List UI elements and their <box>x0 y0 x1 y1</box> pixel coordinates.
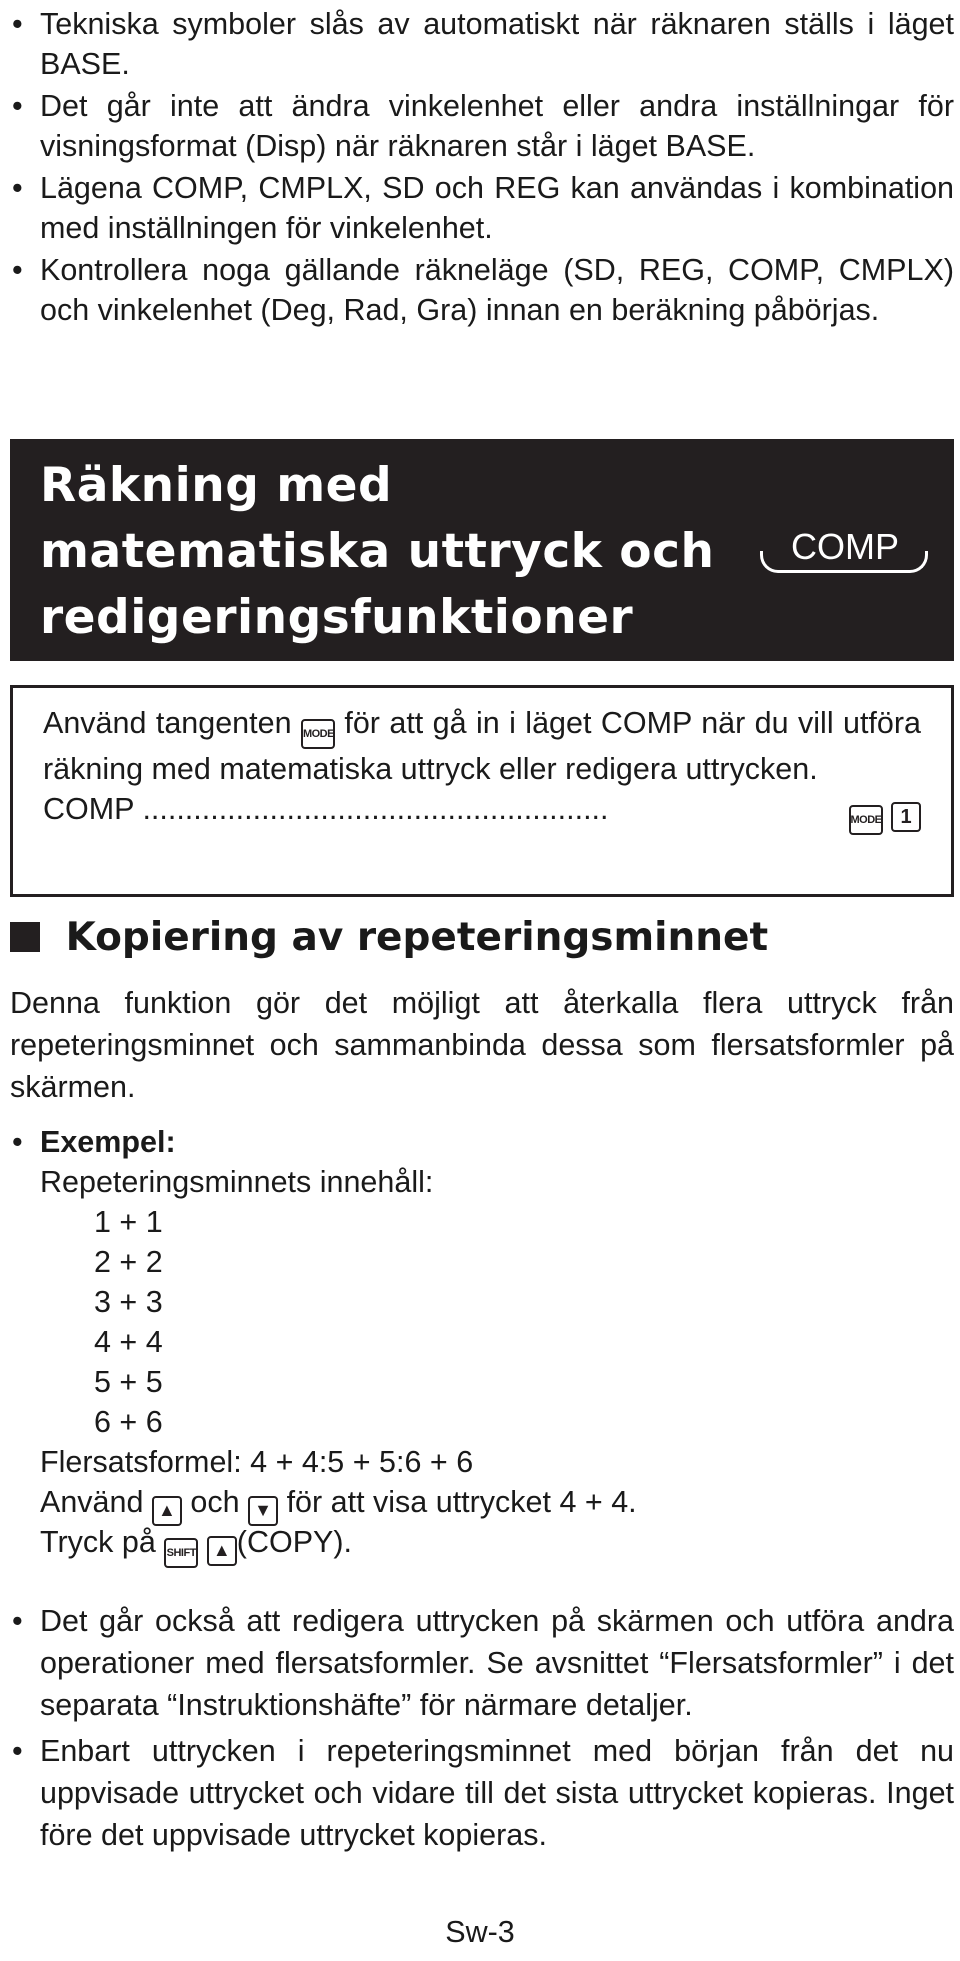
comp-mode-tag-label: COMP <box>791 526 899 567</box>
memory-sum: 5 + 5 <box>94 1365 163 1399</box>
press-text-b: (COPY). <box>236 1525 353 1559</box>
one-key-icon: 1 <box>891 802 921 832</box>
top-bullet-list <box>10 4 954 332</box>
comp-keys <box>849 789 921 835</box>
info-text-before: Använd tangenten <box>43 706 292 740</box>
memory-sum-list <box>40 1202 954 1442</box>
comp-key-sequence <box>43 789 921 829</box>
memory-sum: 6 + 6 <box>94 1405 163 1439</box>
mode-tag-bracket <box>760 551 928 573</box>
comp-mode-tag <box>760 525 930 573</box>
mode-key-icon: MODE <box>849 805 883 835</box>
chapter-title-line-3: redigeringsfunktioner <box>40 590 634 645</box>
use-text-och: och <box>190 1485 240 1519</box>
comp-dots: ....................................................... <box>142 792 609 826</box>
press-text-a: Tryck på <box>40 1525 156 1559</box>
memory-sum: 1 + 1 <box>94 1205 163 1239</box>
press-copy-line <box>40 1522 954 1562</box>
info-text-after: för att gå in i läget COMP när du vill utföra räkning med matematiska uttryck eller redigera uttrycken. <box>43 706 921 786</box>
mode-info-box <box>10 685 954 897</box>
chapter-banner <box>10 439 954 661</box>
comp-label: COMP <box>43 792 134 826</box>
bullet-check-mode: • Kontrollera noga gällande räkneläge (SD, REG, COMP, CMPLX) och vinkelenhet (Deg, Rad, Gra) innan en beräkning påbörjas. <box>10 250 954 330</box>
memory-label: Repeteringsminnets innehåll: <box>40 1165 434 1199</box>
chapter-title-line-1: Räkning med <box>40 458 393 513</box>
example-item <box>10 1122 954 1562</box>
example-heading: • Exempel: <box>40 1125 176 1159</box>
up-arrow-key-icon: ▲ <box>152 1496 182 1526</box>
bullet-base-symbols: • Tekniska symboler slås av automatiskt när räknaren ställs i läget BASE. <box>10 4 954 84</box>
bottom-bullet-list <box>10 1600 954 1860</box>
use-text-a: Använd <box>40 1485 144 1519</box>
bullet-copy-scope: • Enbart uttrycken i repeteringsminnet med början från det nu uppvisade uttrycket och vidare till det sista uttrycket kopieras. Inget före det uppvisade uttrycket kopieras. <box>10 1730 954 1856</box>
section-heading <box>10 912 954 964</box>
down-arrow-key-icon: ▼ <box>248 1496 278 1526</box>
multistatement-formula: Flersatsformel: 4 + 4:5 + 5:6 + 6 <box>40 1445 474 1479</box>
shift-key-icon: SHIFT <box>164 1538 198 1568</box>
bullet-edit-expressions: • Det går också att redigera uttrycken på skärmen och utföra andra operationer med flersatsformler. Se avsnittet “Flersatsformler” i det separata “Instruktionshäfte” för närmare detaljer. <box>10 1600 954 1726</box>
section-square-icon <box>10 922 40 952</box>
memory-sum: 2 + 2 <box>94 1245 163 1279</box>
use-arrows-line <box>40 1482 954 1522</box>
page-number: Sw-3 <box>445 1915 515 1949</box>
up-arrow-key-icon: ▲ <box>207 1536 237 1566</box>
chapter-title-line-2: matematiska uttryck och <box>40 524 715 579</box>
bullet-base-settings: • Det går inte att ändra vinkelenhet eller andra inställningar för visningsformat (Disp) när räknaren står i läget BASE. <box>10 86 954 166</box>
section-title: Kopiering av repeteringsminnet <box>65 915 769 960</box>
memory-sum: 4 + 4 <box>94 1325 163 1359</box>
example-block <box>10 1122 954 1562</box>
use-text-b: för att visa uttrycket 4 + 4. <box>286 1485 637 1519</box>
mode-key-icon: MODE <box>301 719 335 749</box>
memory-sum: 3 + 3 <box>94 1285 163 1319</box>
mode-info-text <box>43 703 921 789</box>
section-intro: Denna funktion gör det möjligt att återkalla flera uttryck från repeteringsminnet och sammanbinda dessa som flersatsformler på skärmen. <box>10 986 954 1104</box>
bullet-modes-angle: • Lägena COMP, CMPLX, SD och REG kan användas i kombination med inställningen för vinkelenhet. <box>10 168 954 248</box>
